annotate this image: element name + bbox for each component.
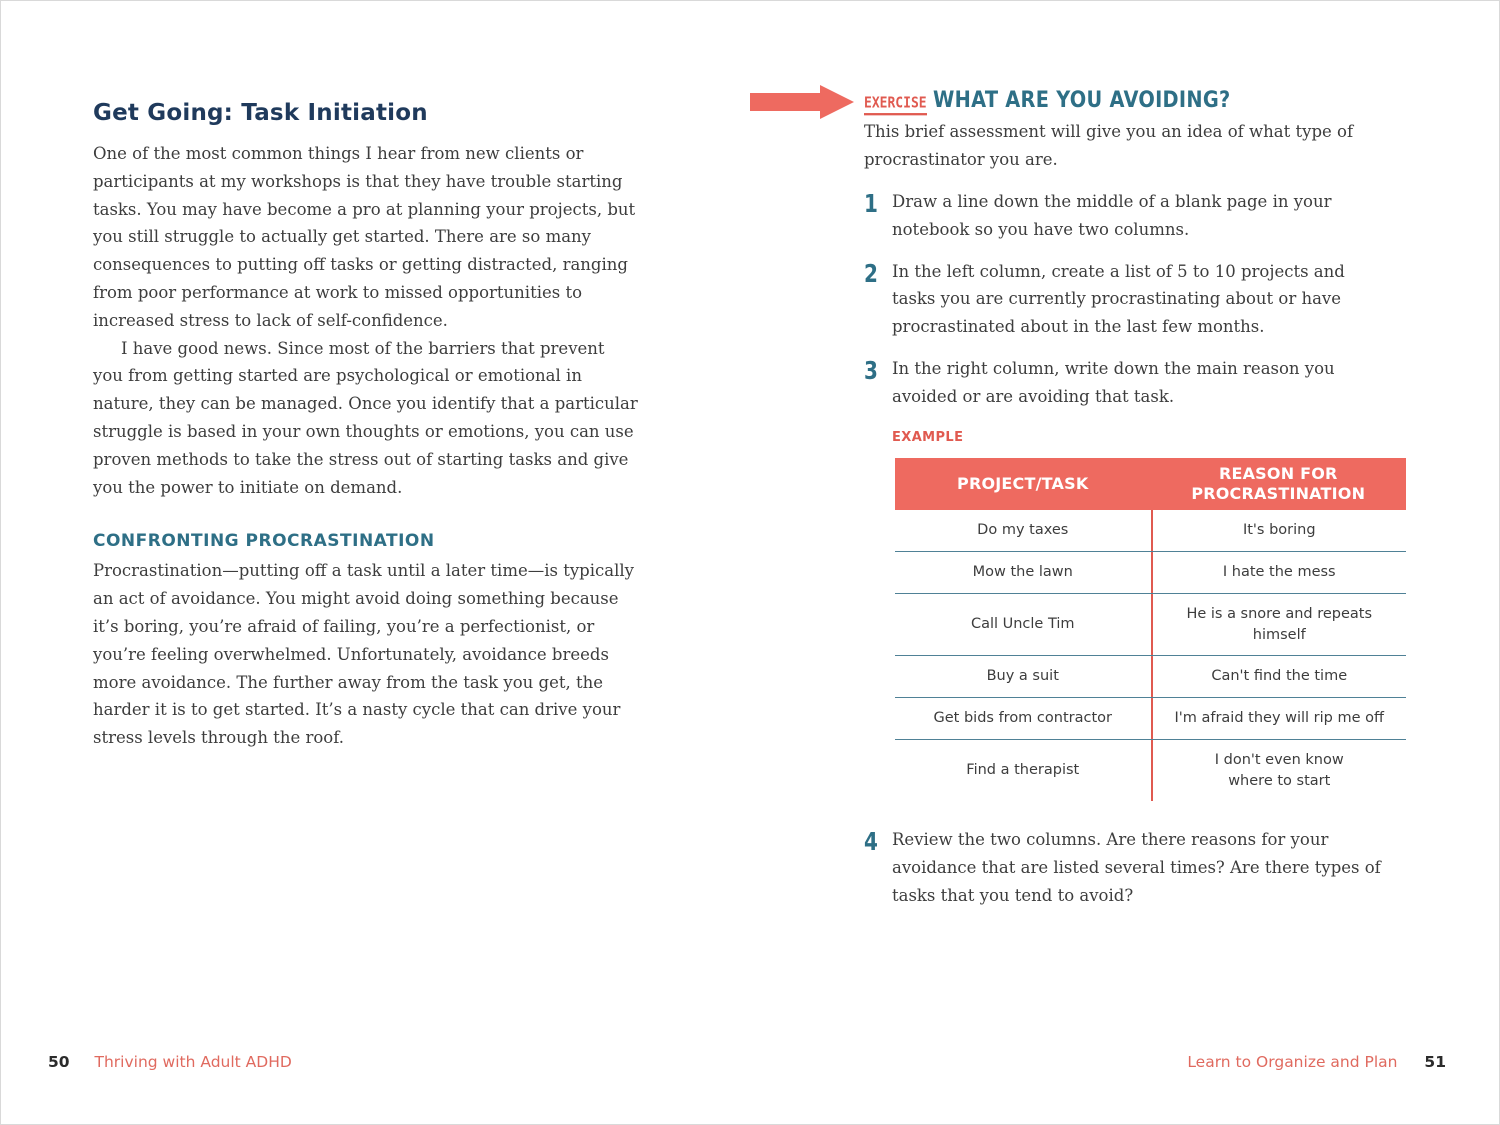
exercise-tag: EXERCISE <box>864 95 927 116</box>
example-label: EXAMPLE <box>892 430 964 445</box>
step-item <box>864 258 1384 341</box>
table-cell: Find a therapist <box>966 762 1080 778</box>
right-footer <box>1187 1053 1446 1071</box>
table-cell: Do my taxes <box>977 522 1069 538</box>
example-table <box>895 458 1406 801</box>
paragraph-3: Procrastination—putting off a task until a later time—is typically an act of avoidance. You might avoid doing something because it’s boring, you’re afraid of failing, you’re a perfectionist, or you’re feeling overwhelmed. Unfortunately, avoidance breeds more avoidance. The further away from the task you get, the harder it is to get started. It’s a nasty cycle that can drive your stress levels through the roof. <box>93 561 634 748</box>
table-row <box>895 656 1406 698</box>
table-row <box>895 740 1406 801</box>
section-heading: Get Going: Task Initiation <box>93 100 428 126</box>
step-text: Review the two columns. Are there reasons for your avoidance that are listed several times? Are there types of tasks that you tend to avoid? <box>892 830 1381 905</box>
exercise-intro: This brief assessment will give you an idea of what type of procrastinator you are. <box>864 122 1354 169</box>
exercise-header <box>864 88 1271 114</box>
left-page <box>93 100 638 752</box>
table-cell: He is a snore and repeats himself <box>1151 594 1407 655</box>
steps-list <box>864 188 1384 425</box>
table-row <box>895 510 1406 552</box>
table-cell: Call Uncle Tim <box>970 616 1075 632</box>
table-cell: It's boring <box>1151 510 1407 551</box>
table-cell: Mow the lawn <box>972 564 1073 580</box>
steps-list-continued <box>864 826 1384 923</box>
step-number: 3 <box>864 355 878 385</box>
table-row <box>895 698 1406 740</box>
table-cell: Can't find the time <box>1151 656 1407 697</box>
paragraph-2: I have good news. Since most of the barriers that prevent you from getting started are psychological or emotional in nature, they can be managed. Once you identify that a particular struggle is based in your own thoughts or emotions, you can use proven methods to take the stress out of starting tasks and give you the power to initiate on demand. <box>93 338 638 497</box>
step-number: 4 <box>864 827 878 856</box>
table-row <box>895 552 1406 594</box>
table-cell: I'm afraid they will rip me off <box>1151 698 1407 739</box>
paragraph-1: One of the most common things I hear from new clients or participants at my workshops is that they have trouble starting tasks. You may have become a pro at planning your projects, but you still struggle to actually get started. There are so many consequences to putting off tasks or getting distracted, ranging from poor performance at work to missed opportunities to increased stress to lack of self-confidence. <box>93 144 636 330</box>
table-cell: I hate the mess <box>1151 552 1407 593</box>
step-number: 1 <box>864 189 878 218</box>
chapter-title: Learn to Organize and Plan <box>1187 1053 1398 1071</box>
exercise-title: WHAT ARE YOU AVOIDING? <box>932 88 1231 113</box>
left-footer <box>48 1053 292 1071</box>
page-number: 51 <box>1424 1053 1446 1071</box>
step-text: In the right column, write down the main reason you avoided or are avoiding that task. <box>892 358 1335 406</box>
table-header <box>895 458 1406 510</box>
step-item <box>864 826 1384 909</box>
table-cell: Get bids from contractor <box>933 710 1112 726</box>
table-row <box>895 594 1406 656</box>
step-item <box>864 188 1384 244</box>
subheading: CONFRONTING PROCRASTINATION <box>93 531 435 552</box>
page-number: 50 <box>48 1053 70 1071</box>
step-text: In the left column, create a list of 5 to 10 projects and tasks you are currently procrastinating about or have procrastinated about in the last few months. <box>892 261 1345 337</box>
table-cell: Buy a suit <box>986 668 1059 684</box>
arrow-right-icon <box>748 84 858 120</box>
table-cell: I don't even know where to start <box>1151 740 1407 801</box>
table-header-cell: PROJECT/TASK <box>957 474 1089 493</box>
step-number: 2 <box>864 258 878 288</box>
step-item <box>864 355 1384 411</box>
book-title: Thriving with Adult ADHD <box>94 1053 292 1071</box>
step-text: Draw a line down the middle of a blank page in your notebook so you have two columns. <box>892 192 1332 239</box>
table-header-cell: REASON FOR PROCRASTINATION <box>1191 464 1366 503</box>
